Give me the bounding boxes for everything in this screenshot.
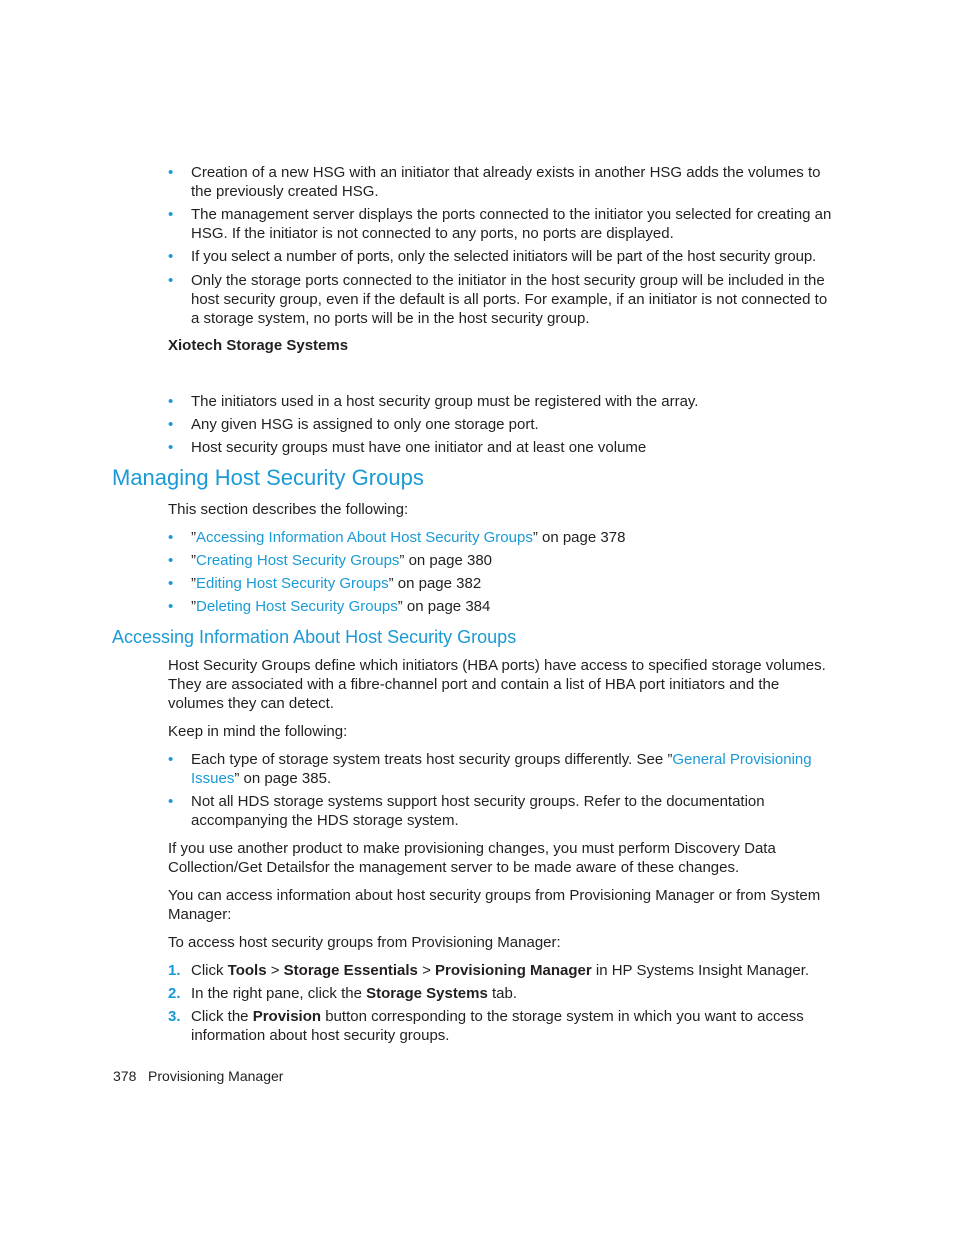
link-deleting-hsg[interactable]: Deleting Host Security Groups xyxy=(196,598,398,615)
paragraph: You can access information about host security groups from Provisioning Manager or from System Manager: xyxy=(168,887,821,923)
paragraph: If you use another product to make provisioning changes, you must perform Discovery Data Collection/Get Detailsfor the management server to be made aware of these changes. xyxy=(168,840,776,876)
link-accessing-info[interactable]: Accessing Information About Host Security Groups xyxy=(196,529,533,546)
list-item: • ”Editing Host Security Groups” on page 382 xyxy=(168,574,836,593)
list-item: • Not all HDS storage systems support host security groups. Refer to the documentation accompanying the HDS storage system. xyxy=(168,792,836,830)
list-item: • Creation of a new HSG with an initiator that already exists in another HSG adds the volumes to the previously created HSG. xyxy=(168,163,836,201)
xiotech-heading: Xiotech Storage Systems xyxy=(168,337,349,354)
list-item: • ”Accessing Information About Host Security Groups” on page 378 xyxy=(168,528,836,547)
managing-intro: This section describes the following: xyxy=(168,501,409,518)
xiotech-list xyxy=(168,392,836,457)
paragraph: Keep in mind the following: xyxy=(168,723,348,740)
paragraph: Host Security Groups define which initiators (HBA ports) have access to specified storage volumes. They are associated with a fibre-channel port and contain a list of HBA port initiators and the volumes they can detect. xyxy=(168,657,826,712)
steps-list xyxy=(168,961,836,1045)
accessing-heading: Accessing Information About Host Security Groups xyxy=(112,627,517,647)
accessing-body xyxy=(168,656,836,1045)
list-item: • Host security groups must have one initiator and at least one volume xyxy=(168,438,836,457)
list-item: • Each type of storage system treats host security groups differently. See ”General Provisioning Issues” on page 385. xyxy=(168,750,836,788)
link-creating-hsg[interactable]: Creating Host Security Groups xyxy=(196,552,400,569)
footer-section: Provisioning Manager xyxy=(148,1068,284,1084)
list-item: • ”Deleting Host Security Groups” on page 384 xyxy=(168,597,836,616)
list-item: • ”Creating Host Security Groups” on page 380 xyxy=(168,551,836,570)
link-editing-hsg[interactable]: Editing Host Security Groups xyxy=(196,575,389,592)
link-general-provisioning[interactable]: General Provisioning Issues xyxy=(191,751,812,787)
page-footer xyxy=(113,1067,283,1085)
managing-heading: Managing Host Security Groups xyxy=(112,465,424,490)
step-item: 1. Click Tools > Storage Essentials > Provisioning Manager in HP Systems Insight Manager. xyxy=(168,962,810,979)
step-item: 3. Click the Provision button corresponding to the storage system in which you want to access information about host security groups. xyxy=(168,1008,804,1044)
list-item: • The management server displays the ports connected to the initiator you selected for creating an HSG. If the initiator is not connected to any ports, no ports are displayed. xyxy=(168,205,836,243)
list-item: • The initiators used in a host security group must be registered with the array. xyxy=(168,392,836,411)
list-item: • If you select a number of ports, only the selected initiators will be part of the host security group. xyxy=(168,247,836,266)
page-number: 378 xyxy=(113,1068,137,1084)
list-item: • Only the storage ports connected to the initiator in the host security group will be included in the host security group, even if the default is all ports. For example, if an initiator is not connected to a storage system, no ports will be in the host security group. xyxy=(168,271,836,328)
step-item: 2. In the right pane, click the Storage Systems tab. xyxy=(168,985,518,1002)
section-links-list xyxy=(168,528,836,616)
list-item: • Any given HSG is assigned to only one storage port. xyxy=(168,415,836,434)
hsg-notes-list xyxy=(168,163,836,328)
paragraph: To access host security groups from Provisioning Manager: xyxy=(168,934,561,951)
